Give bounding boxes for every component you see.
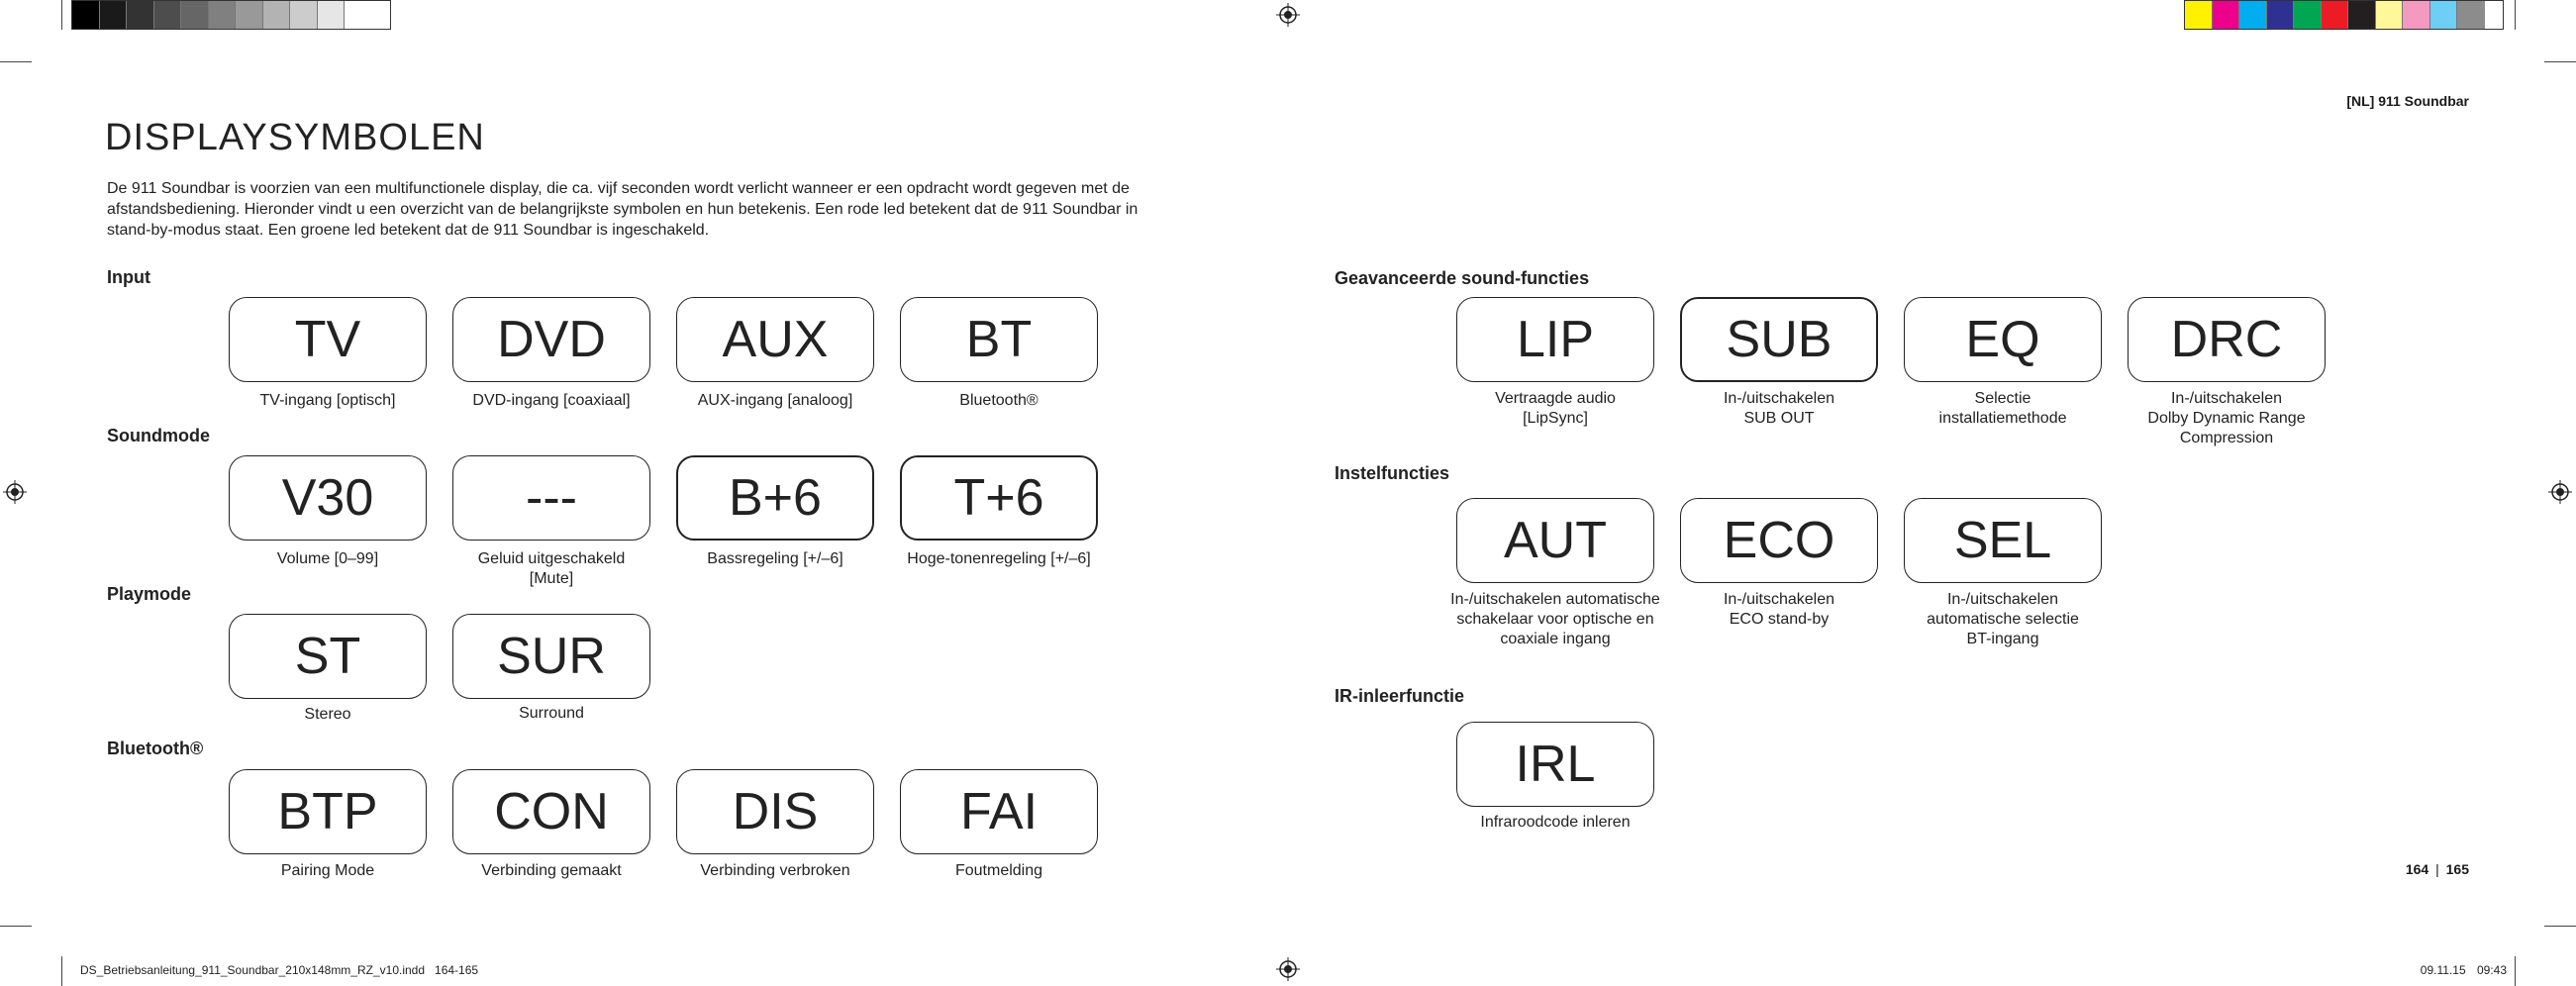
symbol-dvd bbox=[452, 297, 650, 382]
section-title-playmode: Playmode bbox=[107, 584, 192, 604]
symbol-caption bbox=[199, 861, 456, 881]
caption-line: Selectie bbox=[1974, 390, 2031, 407]
symbol-label: LIP bbox=[1516, 311, 1595, 368]
symbol-btp bbox=[229, 769, 427, 854]
symbol-label: IRL bbox=[1515, 736, 1596, 793]
symbol-aux bbox=[676, 297, 874, 382]
intro-line: De 911 Soundbar is voorzien van een multifunctionele display, die ca. vijf seconden wordt verlicht wanneer er een opdracht wordt gegeven met de bbox=[107, 180, 1130, 197]
symbol-label: TV bbox=[294, 311, 361, 368]
caption-line: Infraroodcode inleren bbox=[1480, 814, 1631, 831]
caption-line: installatiemethode bbox=[1938, 410, 2067, 427]
caption-line: AUX-ingang [analoog] bbox=[697, 392, 853, 409]
symbol-label: V30 bbox=[281, 469, 374, 527]
intro-line: afstandsbediening. Hieronder vindt u een overzicht van de belangrijkste symbolen en hun betekenis. Een rode led betekent dat de 911 Soundbar in bbox=[107, 201, 1139, 218]
caption-line: Dolby Dynamic Range bbox=[2147, 410, 2306, 427]
symbol-tv bbox=[229, 297, 427, 382]
caption-line: Pairing Mode bbox=[280, 862, 375, 879]
symbol-label: BT bbox=[965, 311, 1033, 368]
registration-mark-icon bbox=[1276, 3, 1300, 27]
caption-line: In-/uitschakelen automatische bbox=[1450, 591, 1660, 608]
page-number-right: 165 bbox=[2445, 861, 2469, 877]
symbol-label: SUB bbox=[1726, 311, 1833, 368]
symbol-label: SUR bbox=[497, 628, 606, 685]
symbol-caption bbox=[199, 705, 456, 725]
caption-line: DVD-ingang [coaxiaal] bbox=[472, 392, 631, 409]
intro-paragraph bbox=[107, 178, 1236, 241]
symbol-caption bbox=[870, 861, 1128, 881]
caption-line: In-/uitschakelen bbox=[2170, 390, 2283, 407]
crop-mark bbox=[2544, 61, 2576, 62]
crop-mark bbox=[61, 0, 62, 30]
caption-line: Bassregeling [+/–6] bbox=[707, 550, 843, 567]
symbol-caption bbox=[1427, 813, 1684, 833]
crop-mark bbox=[61, 956, 62, 986]
symbol-label: AUT bbox=[1504, 512, 1607, 569]
symbol-caption bbox=[1427, 590, 1684, 649]
symbol-mute bbox=[452, 455, 650, 541]
symbol-label: BTP bbox=[277, 783, 378, 840]
grayscale-color-bar bbox=[71, 0, 391, 30]
symbol-treble bbox=[900, 455, 1098, 541]
symbol-stereo bbox=[229, 614, 427, 699]
symbol-dis bbox=[676, 769, 874, 854]
section-title-bluetooth: Bluetooth® bbox=[107, 739, 204, 758]
registration-mark-icon bbox=[2548, 480, 2572, 504]
caption-line: Geluid uitgeschakeld bbox=[477, 550, 626, 567]
symbol-label: EQ bbox=[1965, 311, 2040, 368]
running-header: [NL] 911 Soundbar bbox=[2346, 93, 2469, 109]
symbol-drc bbox=[2128, 297, 2326, 382]
symbol-caption bbox=[1874, 590, 2131, 649]
symbol-label: AUX bbox=[722, 311, 829, 368]
section-title-advanced: Geavanceerde sound-functies bbox=[1335, 268, 1590, 288]
symbol-sub bbox=[1680, 297, 1878, 382]
symbol-caption bbox=[199, 549, 456, 569]
caption-line: Foutmelding bbox=[954, 862, 1043, 879]
caption-line: [LipSync] bbox=[1523, 410, 1588, 427]
symbol-v30 bbox=[229, 455, 427, 541]
symbol-caption bbox=[646, 391, 904, 411]
symbol-eco bbox=[1680, 498, 1878, 583]
crop-mark bbox=[2544, 926, 2576, 927]
section-title-soundmode: Soundmode bbox=[107, 426, 210, 445]
symbol-caption bbox=[199, 391, 456, 411]
symbol-lip bbox=[1456, 297, 1654, 382]
symbol-label: FAI bbox=[959, 783, 1039, 840]
caption-line: Verbinding verbroken bbox=[700, 862, 850, 879]
symbol-label: ST bbox=[294, 628, 361, 685]
symbol-label: ECO bbox=[1723, 512, 1835, 569]
intro-line: stand-by-modus staat. Een groene led betekent dat de 911 Soundbar is ingeschakeld. bbox=[107, 222, 710, 239]
caption-line: In-/uitschakelen bbox=[1723, 390, 1835, 407]
symbol-label: T+6 bbox=[953, 469, 1044, 527]
crop-mark bbox=[0, 61, 32, 62]
section-title-settings: Instelfuncties bbox=[1335, 463, 1450, 483]
symbol-aut bbox=[1456, 498, 1654, 583]
symbol-caption bbox=[1650, 389, 1908, 429]
crop-mark bbox=[0, 926, 32, 927]
page-title: DISPLAYSYMBOLEN bbox=[105, 117, 485, 158]
symbol-caption bbox=[423, 861, 680, 881]
caption-line: TV-ingang [optisch] bbox=[259, 392, 396, 409]
slug-filename: DS_Betriebsanleitung_911_Soundbar_210x148mm_RZ_v10.indd 164-165 bbox=[80, 963, 479, 977]
symbol-label: DIS bbox=[732, 783, 819, 840]
symbol-eq bbox=[1904, 297, 2102, 382]
crop-mark bbox=[2515, 956, 2516, 986]
caption-line: Compression bbox=[2179, 430, 2274, 446]
slug-timestamp bbox=[2356, 963, 2507, 977]
section-title-ir: IR-inleerfunctie bbox=[1335, 686, 1465, 706]
symbol-label: CON bbox=[494, 783, 609, 840]
symbol-caption bbox=[423, 704, 680, 724]
caption-line: In-/uitschakelen bbox=[1723, 591, 1835, 608]
symbol-caption bbox=[423, 549, 680, 589]
symbol-caption bbox=[646, 861, 904, 881]
symbol-con bbox=[452, 769, 650, 854]
symbol-caption bbox=[870, 391, 1128, 411]
symbol-label: B+6 bbox=[729, 469, 822, 527]
caption-line: BT-ingang bbox=[1966, 631, 2039, 647]
symbol-caption bbox=[2098, 389, 2355, 448]
symbol-caption bbox=[1874, 389, 2131, 429]
caption-line: Volume [0–99] bbox=[276, 550, 379, 567]
symbol-bt bbox=[900, 297, 1098, 382]
symbol-bass bbox=[676, 455, 874, 541]
symbol-label: DRC bbox=[2170, 311, 2283, 368]
symbol-caption bbox=[423, 391, 680, 411]
caption-line: Hoge-tonenregeling [+/–6] bbox=[907, 550, 1091, 567]
caption-line: coaxiale ingang bbox=[1500, 631, 1611, 647]
caption-line: SUB OUT bbox=[1743, 410, 1815, 427]
caption-line: Vertraagde audio bbox=[1495, 390, 1616, 407]
symbol-caption bbox=[1427, 389, 1684, 429]
caption-line: Bluetooth® bbox=[959, 392, 1039, 409]
symbol-caption bbox=[646, 549, 904, 569]
section-title-input: Input bbox=[107, 267, 150, 287]
symbol-label: SEL bbox=[1953, 512, 2052, 569]
symbol-caption bbox=[870, 549, 1128, 569]
registration-mark-icon bbox=[3, 480, 27, 504]
caption-line: schakelaar voor optische en bbox=[1456, 611, 1654, 628]
crop-mark bbox=[2515, 0, 2516, 30]
caption-line: ECO stand-by bbox=[1729, 611, 1830, 628]
caption-line: Verbinding gemaakt bbox=[481, 862, 622, 879]
page-number-separator: | bbox=[2435, 861, 2439, 877]
symbol-label: DVD bbox=[497, 311, 606, 368]
symbol-label: --- bbox=[526, 469, 577, 527]
symbol-surround bbox=[452, 614, 650, 699]
caption-line: Surround bbox=[519, 705, 584, 722]
symbol-irl bbox=[1456, 722, 1654, 807]
slug-date: 09.11.15 bbox=[2420, 963, 2466, 977]
symbol-fai bbox=[900, 769, 1098, 854]
process-color-bar bbox=[2184, 0, 2504, 30]
registration-mark-icon bbox=[1276, 957, 1300, 981]
caption-line: [Mute] bbox=[529, 570, 574, 587]
caption-line: automatische selectie bbox=[1927, 611, 2079, 628]
symbol-sel bbox=[1904, 498, 2102, 583]
symbol-caption bbox=[1650, 590, 1908, 630]
page-number-left: 164 bbox=[2405, 861, 2429, 877]
caption-line: In-/uitschakelen bbox=[1946, 591, 2059, 608]
caption-line: Stereo bbox=[304, 706, 351, 723]
page-numbers bbox=[2356, 861, 2469, 877]
slug-time: 09:43 bbox=[2476, 963, 2507, 977]
